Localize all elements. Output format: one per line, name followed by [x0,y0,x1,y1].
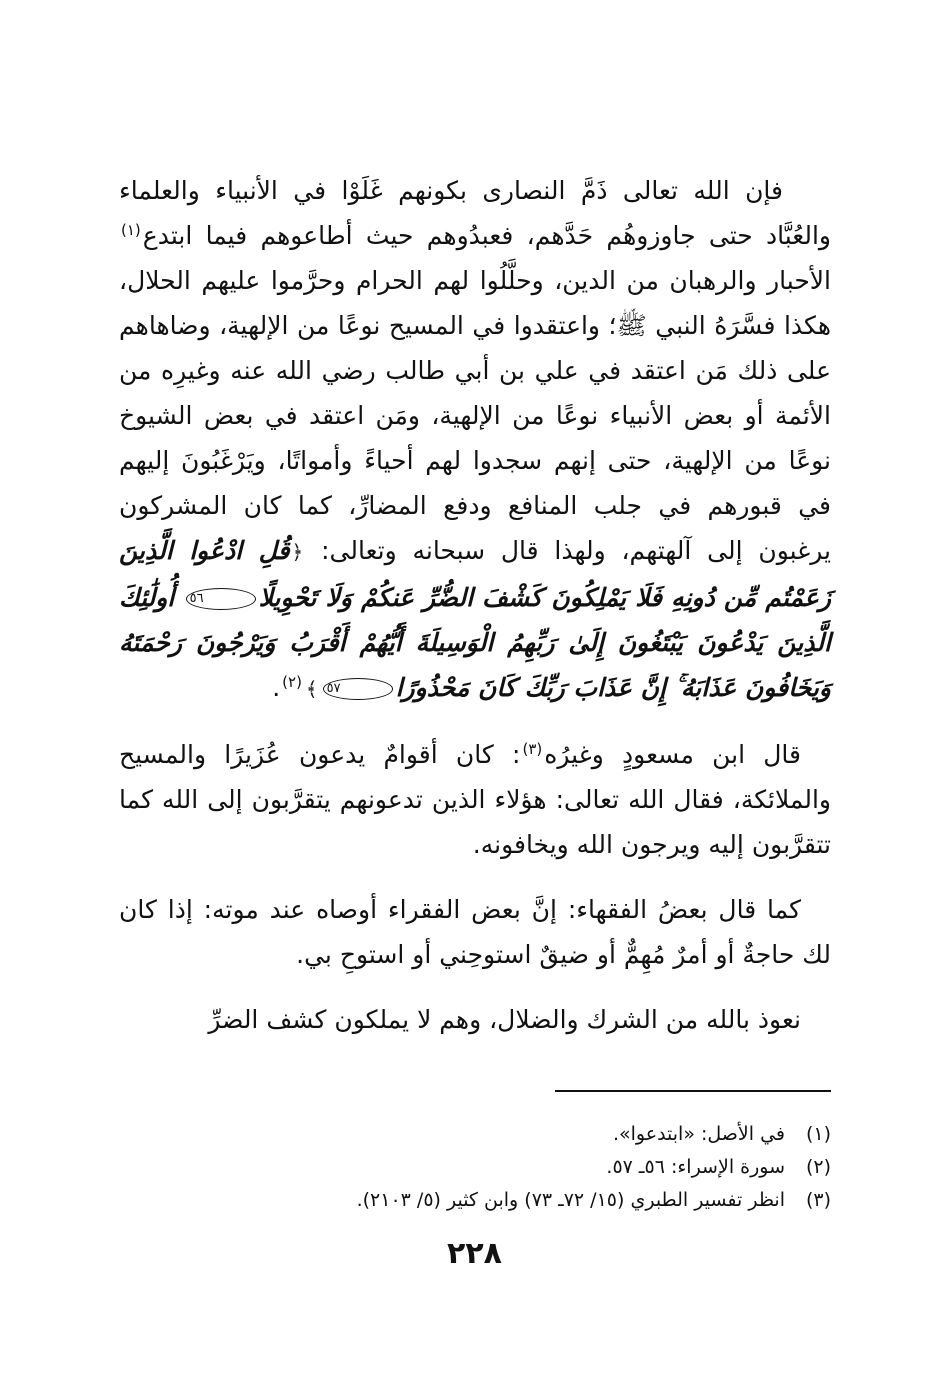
footnote-ref-2[interactable]: (٢) [282,672,302,691]
footnote-ref-3[interactable]: (٣) [522,739,543,758]
footnote-item [119,1118,831,1151]
footnote-item [119,1184,831,1217]
footnote-divider [555,1090,831,1092]
paragraph-1-part1: فإن الله تعالى ذَمَّ النصارى بكونهم غَلَوْا في الأنبياء والعلماء والعُبَّاد حتى جاوزوهُم حَدَّهم، فعبدُوهم حيث أطاعوهم فيما ابتدع [119,176,831,250]
footnote-text: انظر تفسير الطبري (١٥/ ٧٢ـ ٧٣) وابن كثير (٥/ ٢١٠٣). [356,1189,785,1211]
footnote-number: (٢) [805,1156,831,1178]
quran-verse-57: أُولَٰئِكَ الَّذِينَ يَدْعُونَ يَبْتَغُونَ إِلَىٰ رَبِّهِمُ الْوَسِيلَةَ أَيُّهُمْ أَقْرَبُ وَيَرْجُونَ رَحْمَتَهُ وَيَخَافُونَ عَذَابَهُ ۚ إِنَّ عَذَابَ رَبِّكَ كَانَ مَحْذُورًا [119,583,831,702]
footnote-item [119,1151,831,1184]
quran-bracket-close: ﴾ [305,677,318,701]
footnote-text: في الأصل: «ابتدعوا». [612,1123,785,1145]
paragraph-1-part2: الأحبار والرهبان من الدين، وحلَّلُوا لهم الحرام وحرَّموا عليهم الحلال، هكذا فسَّرَهُ النبي ﷺ؛ واعتقدوا في المسيح نوعًا من الإلهية، وضاهاهم على ذلك مَن اعتقد في علي بن أبي طالب رضي الله عنه وغيرِه من الأئمة أو بعض الأنبياء نوعًا من الإلهية، ومَن اعتقد في بعض الشيوخ نوعًا من الإلهية، حتى إنهم سجدوا لهم أحياءً وأمواتًا، ويَرْغَبُونَ إليهم في قبورهم في جلب المنافع ودفع المضارِّ، كما كان المشركون يرغبون إلى آلهتهم، ولهذا قال سبحانه وتعالى: [119,266,831,565]
ayah-marker-56: ٥٦ [186,588,256,610]
paragraph-1 [119,168,831,712]
paragraph-1-end: . [272,673,281,702]
footnotes [119,1118,831,1217]
footnote-number: (١) [805,1123,831,1145]
paragraph-2-part1: قال ابن مسعودٍ وغيرُه [544,740,801,769]
paragraph-3 [119,887,831,977]
paragraph-2-part2: : كان أقوامٌ يدعون عُزَيرًا والمسيح والملائكة، فقال الله تعالى: هؤلاء الذين تدعونهم يتقرَّبون إلى الله كما تتقرَّبون إليه ويرجون الله ويخافونه. [119,740,831,859]
main-text [119,168,831,1062]
paragraph-2 [119,732,831,867]
paragraph-4-text: نعوذ بالله من الشرك والضلال، وهم لا يملكون كشف الضرِّ [208,1005,801,1034]
quran-bracket-open: ﴿ [291,540,304,564]
footnote-ref-1[interactable]: (١) [121,220,141,239]
footnote-number: (٣) [805,1189,831,1211]
paragraph-3-text: كما قال بعضُ الفقهاء: إنَّ بعض الفقراء أوصاه عند موته: إذا كان لك حاجةٌ أو أمرٌ مُهِمٌّ أو ضيقٌ استوحِني أو استوحِ بي. [119,895,831,969]
page-number: ٢٢٨ [447,1236,502,1271]
quran-verse-56: قُلِ ادْعُوا الَّذِينَ زَعَمْتُم مِّن دُونِهِ فَلَا يَمْلِكُونَ كَشْفَ الضُّرِّ عَنكُمْ وَلَا تَحْوِيلًا [119,536,832,612]
ayah-marker-57: ٥٧ [323,678,393,700]
footnote-text: سورة الإسراء: ٥٦ـ ٥٧. [606,1156,785,1178]
paragraph-4 [119,997,831,1042]
